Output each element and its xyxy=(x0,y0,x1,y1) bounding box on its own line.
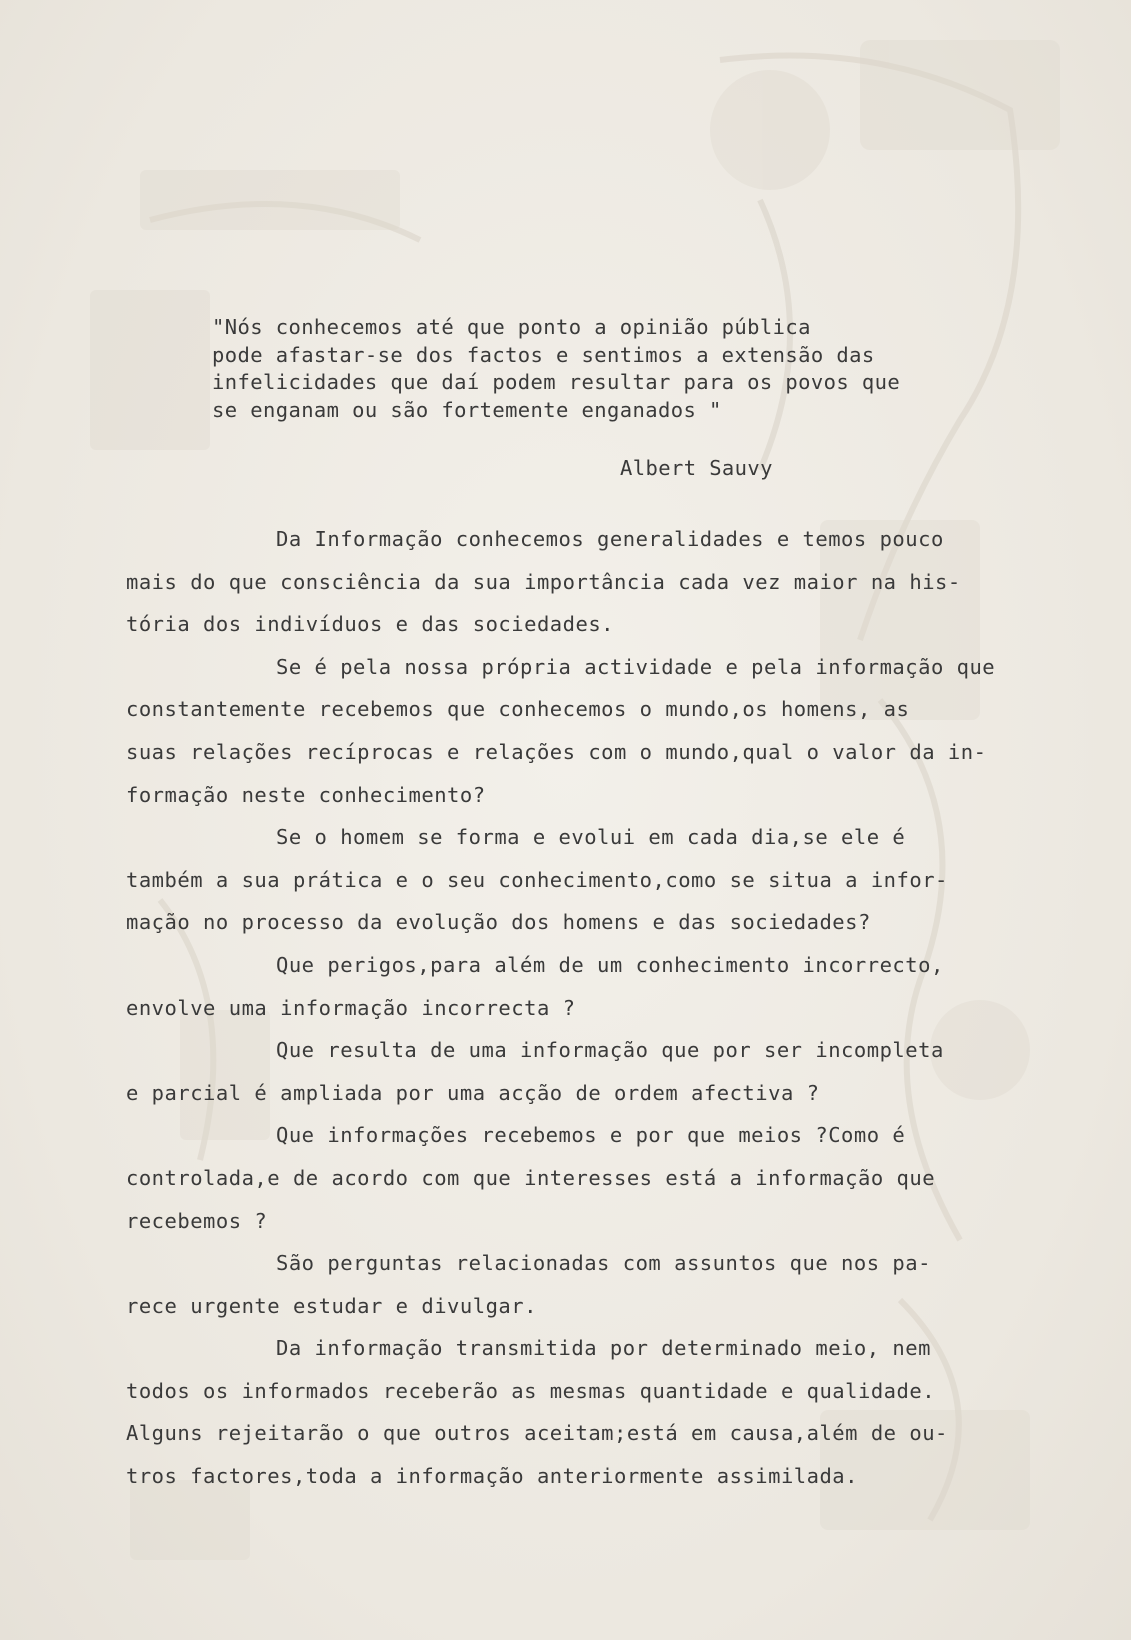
body-line: Da informação transmitida por determinado meio, nem xyxy=(276,1336,931,1361)
body-line: também a sua prática e o seu conhecimento,como se situa a infor- xyxy=(126,867,948,892)
body-line: rece urgente estudar e divulgar. xyxy=(126,1293,537,1318)
body-line: suas relações recíprocas e relações com o mundo,qual o valor da in- xyxy=(126,739,987,764)
body-line: Alguns rejeitarão o que outros aceitam;está em causa,além de ou- xyxy=(126,1421,948,1446)
body-line: mação no processo da evolução dos homens e das sociedades? xyxy=(126,910,871,935)
body-line: Se o homem se forma e evolui em cada dia,se ele é xyxy=(276,825,906,850)
body-text xyxy=(126,518,1006,1498)
body-line: mais do que consciência da sua importância cada vez maior na his- xyxy=(126,569,961,594)
body-line: Da Informação conhecemos generalidades e temos pouco xyxy=(276,527,944,551)
body-line: Que resulta de uma informação que por ser incompleta xyxy=(276,1038,944,1063)
epigraph-quote xyxy=(212,314,932,424)
body-line: controlada,e de acordo com que interesses está a informação que xyxy=(126,1165,936,1190)
epigraph-author: Albert Sauvy xyxy=(620,456,773,480)
body-line: Que perigos,para além de um conhecimento incorrecto, xyxy=(276,952,944,977)
body-line: e parcial é ampliada por uma acção de ordem afectiva ? xyxy=(126,1080,820,1105)
body-line: envolve uma informação incorrecta ? xyxy=(126,995,576,1020)
body-line: recebemos ? xyxy=(126,1208,268,1233)
epigraph-line: se enganam ou são fortemente enganados " xyxy=(212,397,722,422)
body-line: tros factores,toda a informação anteriormente assimilada. xyxy=(126,1464,858,1489)
body-line: Se é pela nossa própria actividade e pela informação que xyxy=(276,654,996,679)
epigraph-line: pode afastar-se dos factos e sentimos a extensão das xyxy=(212,342,875,367)
epigraph-line: infelicidades que daí podem resultar para os povos que xyxy=(212,370,901,394)
body-line: Que informações recebemos e por que meios ?Como é xyxy=(276,1123,906,1148)
epigraph-line: "Nós conhecemos até que ponto a opinião pública xyxy=(212,315,811,339)
body-line: tória dos indivíduos e das sociedades. xyxy=(126,612,614,637)
body-line: constantemente recebemos que conhecemos o mundo,os homens, as xyxy=(126,697,910,722)
body-line: formação neste conhecimento? xyxy=(126,782,486,807)
body-line: todos os informados receberão as mesmas quantidade e qualidade. xyxy=(126,1378,936,1403)
body-line: São perguntas relacionadas com assuntos que nos pa- xyxy=(276,1251,931,1276)
